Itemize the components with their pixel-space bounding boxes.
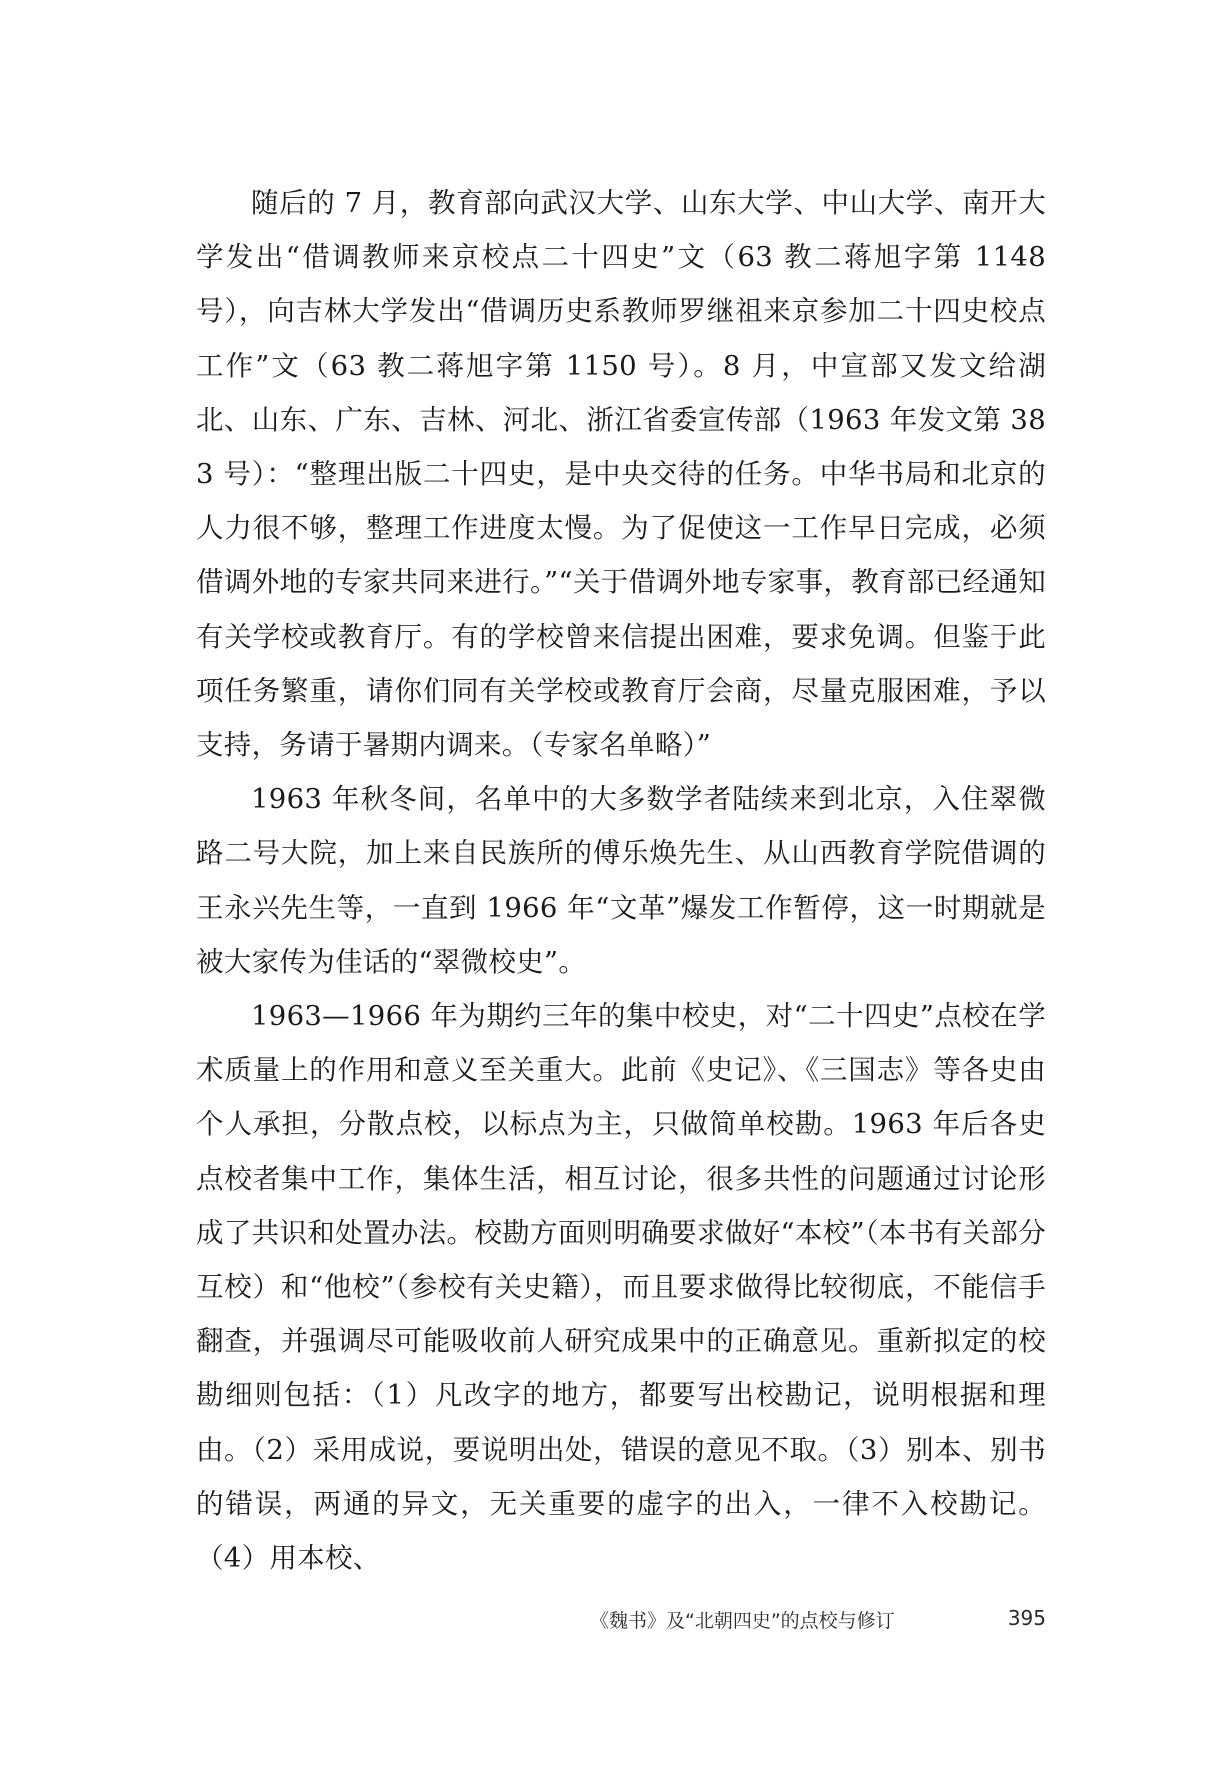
body-text [196,176,1046,1585]
page-footer [590,1606,1046,1640]
running-title: 《魏书》及“北朝四史”的点校与修订 [590,1610,895,1632]
page-number: 395 [1007,1606,1046,1630]
paragraph-1: 随后的 7 月，教育部向武汉大学、山东大学、中山大学、南开大学发出“借调教师来京校点二十四史”文（63 教二蒋旭字第 1148 号），向吉林大学发出“借调历史系教师罗继祖来京参加二十四史校点工作”文（63 教二蒋旭字第 1150 号）。8 月，中宣部又发文给湖北、山东、广东、吉林、河北、浙江省委宣传部（1963 年发文第 383 号）：“整理出版二十四史，是中央交待的任务。中华书局和北京的人力很不够，整理工作进度太慢。为了促使这一工作早日完成，必须借调外地的专家共同来进行。”“关于借调外地专家事，教育部已经通知有关学校或教育厅。有的学校曾来信提出困难，要求免调。但鉴于此项任务繁重，请你们同有关学校或教育厅会商，尽量克服困难，予以支持，务请于暑期内调来。（专家名单略）” [196,187,1046,762]
paragraph-3: 1963—1966 年为期约三年的集中校史，对“二十四史”点校在学术质量上的作用和意义至关重大。此前《史记》、《三国志》等各史由个人承担，分散点校，以标点为主，只做简单校勘。1963 年后各史点校者集中工作，集体生活，相互讨论，很多共性的问题通过讨论形成了共识和处置办法。校勘方面则明确要求做好“本校”（本书有关部分互校）和“他校”（参校有关史籍），而且要求做得比较彻底，不能信手翻查，并强调尽可能吸收前人研究成果中的正确意见。重新拟定的校勘细则包括：（1）凡改字的地方，都要写出校勘记，说明根据和理由。（2）采用成说，要说明出处，错误的意见不取。（3）别本、别书的错误，两通的异文，无关重要的虚字的出入，一律不入校勘记。（4）用本校、 [196,1000,1046,1575]
paragraph-2: 1963 年秋冬间，名单中的大多数学者陆续来到北京，入住翠微路二号大院，加上来自民族所的傅乐焕先生、从山西教育学院借调的王永兴先生等，一直到 1966 年“文革”爆发工作暂停，这一时期就是被大家传为佳话的“翠微校史”。 [196,783,1046,978]
